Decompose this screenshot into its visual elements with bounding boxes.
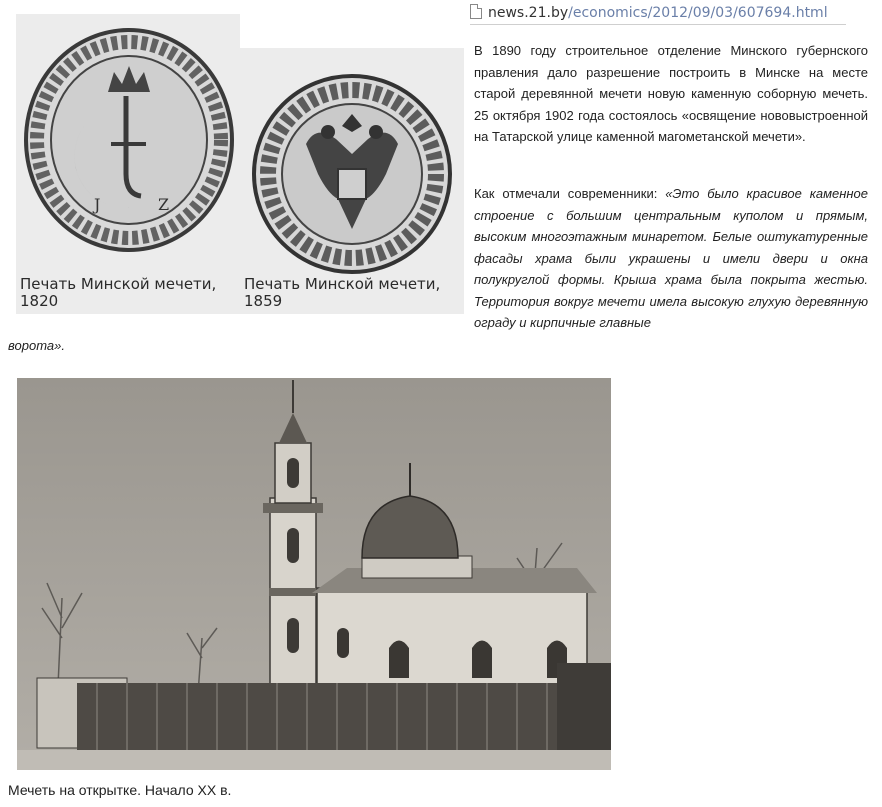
seal-caption-1820-line1: Печать Минской мечети,	[20, 275, 217, 293]
seals-illustration	[16, 14, 464, 314]
seal-caption-1859	[244, 276, 440, 310]
paragraph-description	[474, 183, 868, 334]
seal-1859-icon	[254, 76, 450, 272]
seals-image	[16, 14, 464, 314]
seal-caption-1820	[20, 276, 216, 310]
url-domain: news.21.by	[488, 5, 569, 21]
mosque-photo-illustration	[17, 378, 611, 770]
paragraph-description-tail: ворота».	[8, 338, 65, 353]
paragraph-history: В 1890 году строительное отделение Минского губернского правления дало разрешение построить в Минске на месте старой деревянной мечети новую каменную соборную мечеть. 25 октября 1902 года состоялось «освящение нововыстроенной на Татарской улице каменной магометанской мечети».	[474, 43, 868, 144]
page-icon	[470, 4, 482, 19]
seal-caption-1859-line1: Печать Минской мечети,	[244, 275, 441, 293]
photo-caption: Мечеть на открытке. Начало XX в.	[8, 782, 232, 798]
mosque-postcard-photo	[17, 378, 611, 770]
source-url[interactable]	[470, 4, 846, 25]
seal-caption-1859-year: 1859	[244, 292, 283, 310]
paragraph-description-quote: «Это было красивое каменное строение с большим центральным куполом и прямым, высоким многоэтажным минаретом. Белые оштукатуренные фасады храма были украшены и имели двери и окна полукруглой формы. Крыша храма была покрыта жестью. Территория вокруг мечети имела высокую глухую деревянную ограду и кирпичные главные	[474, 186, 868, 330]
seal-caption-1820-year: 1820	[20, 292, 59, 310]
url-path: /economics/2012/09/03/607694.html	[568, 5, 828, 21]
svg-text:Z: Z	[158, 195, 170, 214]
seal-1820-icon	[26, 30, 232, 250]
svg-text:J: J	[94, 195, 101, 214]
paragraph-description-lead: Как отмечали современники:	[474, 186, 666, 201]
